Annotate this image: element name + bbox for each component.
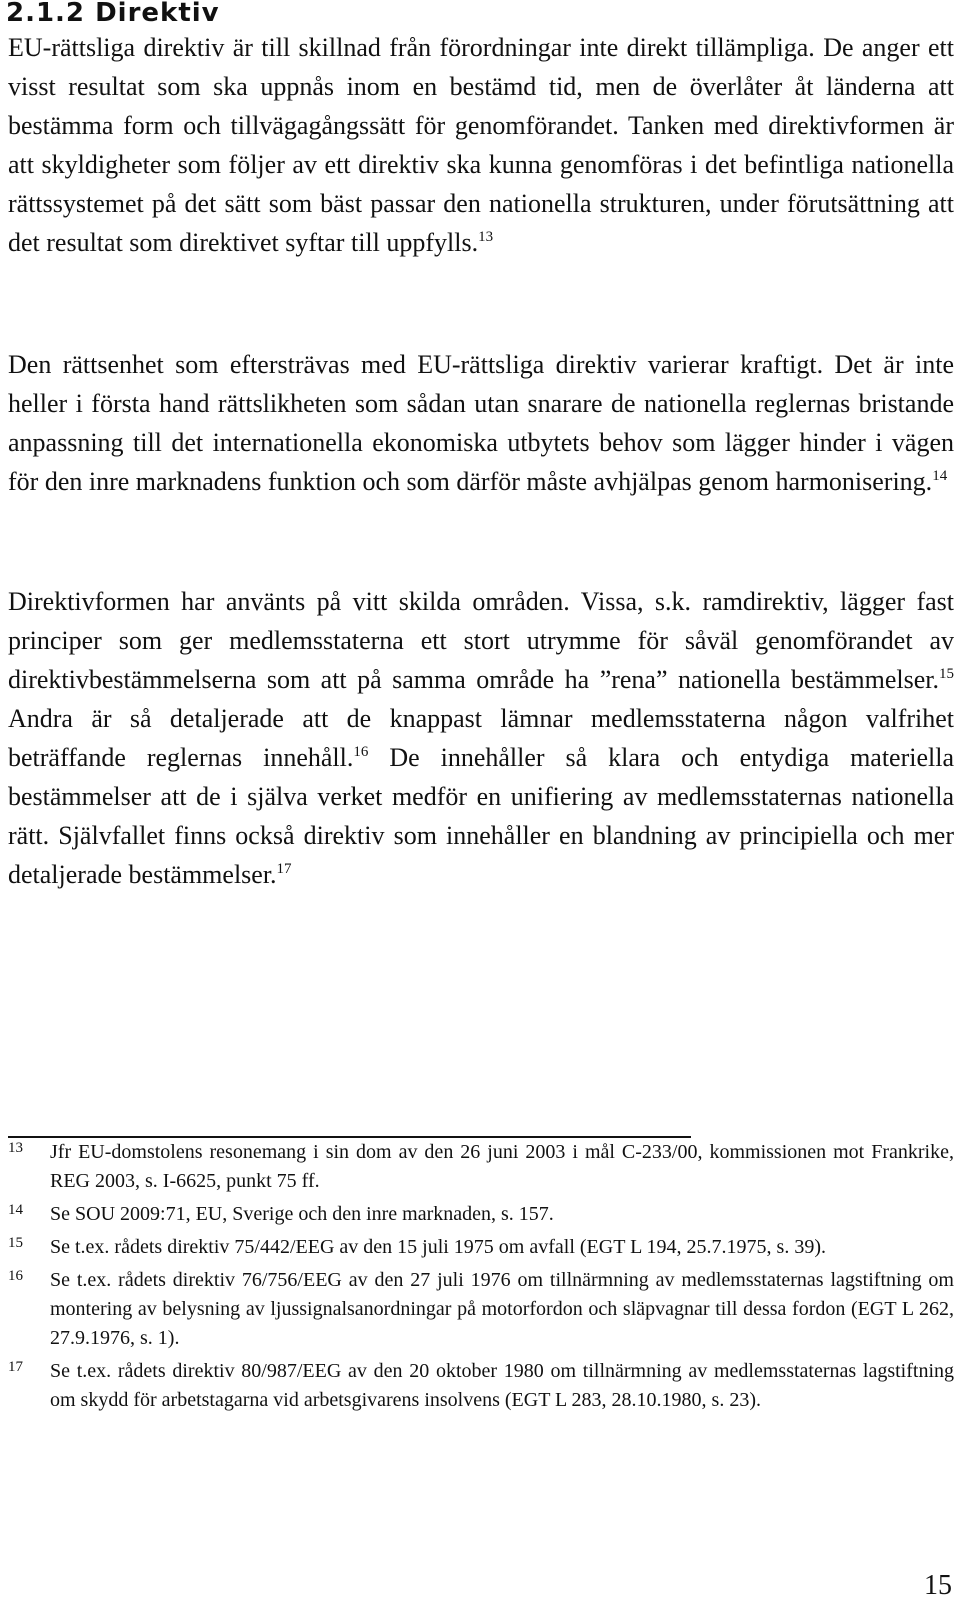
paragraph-3-text-c: De innehåller så klara och entydiga materiella bestämmelser att de i själva verket medför en unifiering av medlemsstaternas nationella rätt. Självfallet finns också direktiv som innehåller en blandning av principiella och mer detaljerade bestämmelser. xyxy=(8,743,955,889)
footnote-ref-14[interactable]: 14 xyxy=(932,468,948,484)
footnote-number: 14 xyxy=(8,1202,23,1218)
paragraph-3-text-b: Andra är så detaljerade att de knappast lämnar medlemsstaterna någon valfrihet beträffande reglernas innehåll. xyxy=(8,704,954,772)
footnote-number: 17 xyxy=(8,1359,23,1375)
footnote-ref-13[interactable]: 13 xyxy=(478,229,494,245)
footnote-13 xyxy=(8,1138,954,1196)
footnote-text: Se t.ex. rådets direktiv 75/442/EEG av den 15 juli 1975 om avfall (EGT L 194, 25.7.1975, s. 39). xyxy=(50,1236,826,1258)
paragraph-1 xyxy=(8,28,954,262)
footnote-ref-16[interactable]: 16 xyxy=(353,744,369,760)
footnote-number: 16 xyxy=(8,1268,23,1284)
footnote-text: Jfr EU-domstolens resonemang i sin dom av den 26 juni 2003 i mål C-233/00, kommissionen mot Frankrike, REG 2003, s. I-6625, punkt 75 ff. xyxy=(50,1141,954,1192)
footnote-text: Se SOU 2009:71, EU, Sverige och den inre marknaden, s. 157. xyxy=(50,1203,554,1225)
footnote-ref-15[interactable]: 15 xyxy=(939,666,954,682)
page-number: 15 xyxy=(924,1570,952,1601)
footnotes-list xyxy=(8,1138,954,1419)
paragraph-2-text: Den rättsenhet som eftersträvas med EU-rättsliga direktiv varierar kraftigt. Det är inte heller i första hand rättslikheten som sådan utan snarare de nationella reglernas bristande anpassning till det internationella ekonomiska utbytets behov som lägger hinder i vägen för den inre marknadens funktion och som därför måste avhjälpas genom harmonisering. xyxy=(8,350,954,496)
footnote-14 xyxy=(8,1200,954,1229)
footnote-number: 15 xyxy=(8,1235,23,1251)
paragraph-3-text-a: Direktivformen har använts på vitt skilda områden. Vissa, s.k. ramdirektiv, lägger fast principer som ger medlemsstaterna ett stort utrymme för såväl genomförandet av direktivbestämmelserna som att på samma område ha ”rena” nationella bestämmelser. xyxy=(8,587,954,694)
footnote-number: 13 xyxy=(8,1140,23,1156)
paragraph-1-text: EU-rättsliga direktiv är till skillnad från förordningar inte direkt tillämpliga. De anger ett visst resultat som ska uppnås inom en bestämd tid, men de överlåter åt länderna att bestämma form och tillvägagångssätt för genomförandet. Tanken med direktivformen är att skyldigheter som följer av ett direktiv ska kunna genomföras i det befintliga nationella rättssystemet på det sätt som bäst passar den nationella strukturen, under förutsättning att det resultat som direktivet syftar till uppfylls. xyxy=(8,33,954,257)
footnote-15 xyxy=(8,1233,954,1262)
footnote-text: Se t.ex. rådets direktiv 76/756/EEG av den 27 juli 1976 om tillnärmning av medlemsstaternas lagstiftning om montering av belysning av ljussignalsanordningar på motorfordon och släpvagnar till dessa fordon (EGT L 262, 27.9.1976, s. 1). xyxy=(50,1269,954,1349)
footnote-17 xyxy=(8,1357,954,1415)
section-heading: 2.1.2 Direktiv xyxy=(6,0,220,28)
footnote-16 xyxy=(8,1266,954,1353)
footnote-ref-17[interactable]: 17 xyxy=(276,861,292,877)
paragraph-3 xyxy=(8,582,954,894)
paragraph-2 xyxy=(8,345,954,501)
footnote-text: Se t.ex. rådets direktiv 80/987/EEG av den 20 oktober 1980 om tillnärmning av medlemsstaternas lagstiftning om skydd för arbetstagarna vid arbetsgivarens insolvens (EGT L 283, 28.10.1980, s. 23). xyxy=(50,1360,954,1411)
